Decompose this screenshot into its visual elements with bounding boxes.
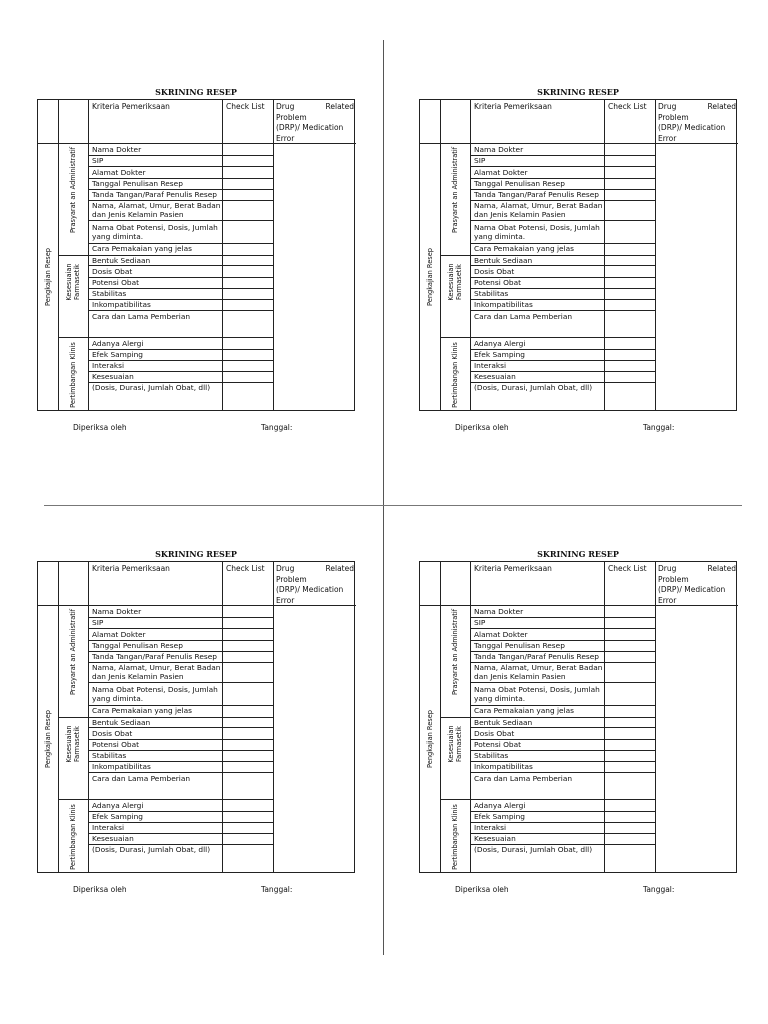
horizontal-cut-line: [44, 505, 742, 506]
criteria-item: Cara dan Lama Pemberian: [92, 312, 191, 321]
criteria-item: dan Jenis Kelamin Pasien: [474, 210, 566, 219]
form-title: SKRINING RESEP: [155, 549, 237, 559]
criteria-item: yang diminta.: [92, 694, 144, 703]
criteria-item: yang diminta.: [92, 232, 144, 241]
form-title: SKRINING RESEP: [537, 549, 619, 559]
footer-date: Tanggal:: [643, 885, 675, 894]
criteria-item: Nama, Alamat, Umur, Berat Badan: [474, 201, 603, 210]
criteria-item: Alamat Dokter: [474, 168, 528, 177]
group-label-klinis: Pertimbangan Klinis: [451, 342, 459, 408]
criteria-item: Cara dan Lama Pemberian: [474, 774, 573, 783]
criteria-item: yang diminta.: [474, 694, 526, 703]
criteria-item: Nama, Alamat, Umur, Berat Badan: [474, 663, 603, 672]
group-label-administratif: Prasyarat an Administratif: [451, 608, 459, 696]
form-bottom-left: [37, 549, 355, 921]
criteria-item: Efek Samping: [92, 812, 143, 821]
criteria-item: Interaksi: [474, 823, 507, 832]
criteria-item: Nama Obat Potensi, Dosis, Jumlah: [92, 223, 218, 232]
form-title: SKRINING RESEP: [155, 87, 237, 97]
footer-date: Tanggal:: [261, 885, 293, 894]
criteria-item: Tanda Tangan/Paraf Penulis Resep: [474, 652, 599, 661]
criteria-item: Alamat Dokter: [474, 630, 528, 639]
group-label-farmasetik: Kesesuaian Farmasetik: [65, 263, 81, 301]
criteria-item: Inkompatibilitas: [474, 762, 533, 771]
criteria-item: Kesesuaian: [474, 372, 516, 381]
criteria-item: Tanggal Penulisan Resep: [474, 179, 565, 188]
criteria-item: Cara Pemakaian yang jelas: [92, 244, 193, 253]
criteria-item: Potensi Obat: [92, 740, 140, 749]
criteria-item: Nama Dokter: [92, 607, 142, 616]
criteria-item: Cara dan Lama Pemberian: [92, 774, 191, 783]
header-criteria: Kriteria Pemeriksaan: [474, 564, 552, 573]
criteria-item: Nama, Alamat, Umur, Berat Badan: [92, 663, 221, 672]
criteria-item: Dosis Obat: [92, 729, 133, 738]
criteria-item: (Dosis, Durasi, Jumlah Obat, dll): [92, 383, 211, 392]
criteria-item: Tanda Tangan/Paraf Penulis Resep: [92, 190, 217, 199]
screening-table: [419, 99, 737, 411]
criteria-item: Cara Pemakaian yang jelas: [474, 244, 575, 253]
footer-checked-by: Diperiksa oleh: [73, 423, 127, 432]
criteria-item: SIP: [474, 618, 486, 627]
footer-date: Tanggal:: [261, 423, 293, 432]
criteria-item: (Dosis, Durasi, Jumlah Obat, dll): [92, 845, 211, 854]
criteria-item: Efek Samping: [474, 350, 525, 359]
criteria-item: Cara Pemakaian yang jelas: [92, 706, 193, 715]
header-drp: Drug Related Problem (DRP)/ Medication Error: [658, 564, 736, 605]
form-title: SKRINING RESEP: [537, 87, 619, 97]
group-label-farmasetik: Kesesuaian Farmasetik: [447, 725, 463, 763]
header-checklist: Check List: [608, 564, 647, 573]
criteria-item: Efek Samping: [92, 350, 143, 359]
criteria-item: Stabilitas: [92, 751, 127, 760]
criteria-item: Tanggal Penulisan Resep: [474, 641, 565, 650]
footer-checked-by: Diperiksa oleh: [73, 885, 127, 894]
criteria-item: Bentuk Sediaan: [92, 718, 151, 727]
criteria-item: Stabilitas: [474, 289, 509, 298]
criteria-item: Nama, Alamat, Umur, Berat Badan: [92, 201, 221, 210]
header-drp: Drug Related Problem (DRP)/ Medication Error: [276, 564, 354, 605]
group-label-klinis: Pertimbangan Klinis: [451, 804, 459, 870]
footer-checked-by: Diperiksa oleh: [455, 423, 509, 432]
group-label-pengkajian: Pengkajian Resep: [44, 248, 52, 306]
criteria-item: (Dosis, Durasi, Jumlah Obat, dll): [474, 845, 593, 854]
criteria-item: yang diminta.: [474, 232, 526, 241]
criteria-item: Kesesuaian: [474, 834, 516, 843]
screening-table: [37, 561, 355, 873]
footer-date: Tanggal:: [643, 423, 675, 432]
criteria-item: Stabilitas: [92, 289, 127, 298]
form-bottom-right: [419, 549, 737, 921]
group-label-farmasetik: Kesesuaian Farmasetik: [447, 263, 463, 301]
criteria-item: Nama Obat Potensi, Dosis, Jumlah: [474, 223, 600, 232]
criteria-item: Stabilitas: [474, 751, 509, 760]
header-checklist: Check List: [608, 102, 647, 111]
criteria-item: Dosis Obat: [92, 267, 133, 276]
group-label-pengkajian: Pengkajian Resep: [44, 710, 52, 768]
vertical-cut-line: [383, 40, 384, 955]
criteria-item: dan Jenis Kelamin Pasien: [474, 672, 566, 681]
group-label-administratif: Prasyarat an Administratif: [451, 146, 459, 234]
header-drp: Drug Related Problem (DRP)/ Medication Error: [276, 102, 354, 143]
criteria-item: Tanda Tangan/Paraf Penulis Resep: [474, 190, 599, 199]
screening-table: [419, 561, 737, 873]
group-label-klinis: Pertimbangan Klinis: [69, 342, 77, 408]
criteria-item: Bentuk Sediaan: [92, 256, 151, 265]
criteria-item: Bentuk Sediaan: [474, 718, 533, 727]
criteria-item: Tanda Tangan/Paraf Penulis Resep: [92, 652, 217, 661]
form-top-right: [419, 87, 737, 459]
criteria-item: Alamat Dokter: [92, 168, 146, 177]
criteria-item: Interaksi: [92, 823, 125, 832]
criteria-item: Cara Pemakaian yang jelas: [474, 706, 575, 715]
criteria-item: Inkompatibilitas: [92, 300, 151, 309]
criteria-item: Tanggal Penulisan Resep: [92, 179, 183, 188]
criteria-item: Potensi Obat: [474, 278, 522, 287]
criteria-item: Interaksi: [92, 361, 125, 370]
criteria-item: Adanya Alergi: [92, 339, 144, 348]
screening-table: [37, 99, 355, 411]
header-drp: Drug Related Problem (DRP)/ Medication Error: [658, 102, 736, 143]
criteria-item: Kesesuaian: [92, 834, 134, 843]
criteria-item: Nama Dokter: [474, 145, 524, 154]
criteria-item: SIP: [474, 156, 486, 165]
header-checklist: Check List: [226, 102, 265, 111]
criteria-item: dan Jenis Kelamin Pasien: [92, 672, 184, 681]
criteria-item: Alamat Dokter: [92, 630, 146, 639]
criteria-item: Potensi Obat: [92, 278, 140, 287]
header-criteria: Kriteria Pemeriksaan: [474, 102, 552, 111]
criteria-item: Inkompatibilitas: [92, 762, 151, 771]
group-label-klinis: Pertimbangan Klinis: [69, 804, 77, 870]
header-checklist: Check List: [226, 564, 265, 573]
criteria-item: Efek Samping: [474, 812, 525, 821]
criteria-item: Kesesuaian: [92, 372, 134, 381]
criteria-item: Nama Dokter: [92, 145, 142, 154]
criteria-item: Bentuk Sediaan: [474, 256, 533, 265]
group-label-administratif: Prasyarat an Administratif: [69, 146, 77, 234]
criteria-item: SIP: [92, 156, 104, 165]
group-label-farmasetik: Kesesuaian Farmasetik: [65, 725, 81, 763]
criteria-item: Nama Dokter: [474, 607, 524, 616]
footer-checked-by: Diperiksa oleh: [455, 885, 509, 894]
criteria-item: Inkompatibilitas: [474, 300, 533, 309]
criteria-item: Interaksi: [474, 361, 507, 370]
header-criteria: Kriteria Pemeriksaan: [92, 564, 170, 573]
form-top-left: [37, 87, 355, 459]
criteria-item: Dosis Obat: [474, 267, 515, 276]
criteria-item: Nama Obat Potensi, Dosis, Jumlah: [92, 685, 218, 694]
criteria-item: dan Jenis Kelamin Pasien: [92, 210, 184, 219]
group-label-pengkajian: Pengkajian Resep: [426, 248, 434, 306]
criteria-item: Cara dan Lama Pemberian: [474, 312, 573, 321]
criteria-item: Tanggal Penulisan Resep: [92, 641, 183, 650]
criteria-item: Adanya Alergi: [474, 339, 526, 348]
criteria-item: Potensi Obat: [474, 740, 522, 749]
header-criteria: Kriteria Pemeriksaan: [92, 102, 170, 111]
criteria-item: Dosis Obat: [474, 729, 515, 738]
criteria-item: Adanya Alergi: [474, 801, 526, 810]
criteria-item: Nama Obat Potensi, Dosis, Jumlah: [474, 685, 600, 694]
criteria-item: SIP: [92, 618, 104, 627]
group-label-pengkajian: Pengkajian Resep: [426, 710, 434, 768]
group-label-administratif: Prasyarat an Administratif: [69, 608, 77, 696]
criteria-item: Adanya Alergi: [92, 801, 144, 810]
criteria-item: (Dosis, Durasi, Jumlah Obat, dll): [474, 383, 593, 392]
